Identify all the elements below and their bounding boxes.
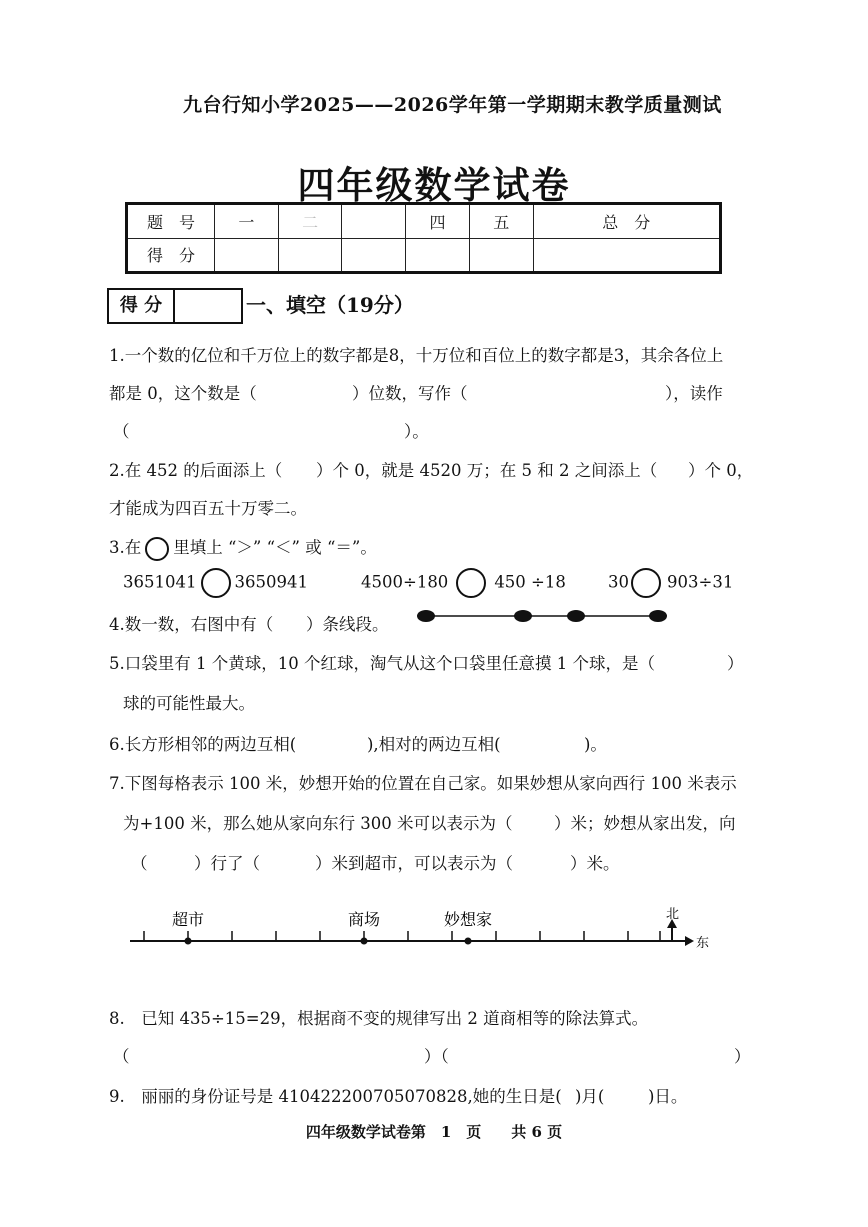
q8-middle: ）（ [424, 1047, 449, 1066]
compare-circle[interactable] [456, 568, 486, 598]
score-table [125, 202, 722, 274]
q3-prefix: 3.在 [109, 538, 142, 557]
segment-point [649, 610, 667, 622]
q3-instruction [109, 534, 377, 561]
score-input-cell[interactable] [215, 238, 279, 273]
q1-line2b: ）位数，写作（ [352, 384, 468, 403]
score-table-score-row [127, 238, 721, 273]
number-line-ticks [144, 931, 660, 941]
score-table-cell: 题 号 [127, 204, 215, 239]
page-footer: 四年级数学试卷第 1 页 共 6 页 [305, 1123, 563, 1141]
q3-item-left: 3651041 [123, 572, 197, 592]
q3-suffix: 里填上 “＞” “＜” 或 “＝”。 [173, 538, 377, 557]
supermarket-point [185, 938, 192, 945]
q7-line3c: ）米到超市，可以表示为（ [315, 854, 513, 873]
page-title: 四年级数学试卷 [297, 163, 571, 207]
q1-line3b: ）。 [404, 422, 429, 441]
q8-open: （ [113, 1047, 130, 1066]
score-table-cell: 四 [406, 204, 470, 239]
q2-line1a: 2.在 452 的后面添上（ [109, 461, 283, 480]
segment-point [514, 610, 532, 622]
q7-line3d: ）米。 [570, 854, 620, 873]
score-input-cell[interactable] [342, 238, 406, 273]
q1-line3a: （ [113, 422, 130, 441]
q9-text-b: )月( [575, 1087, 605, 1106]
label-home: 妙想家 [443, 910, 493, 929]
q8-line1: 8. 已知 435÷15=29，根据商不变的规律写出 2 道商相等的除法算式。 [109, 1009, 649, 1028]
q3-item-right: 903÷31 [667, 572, 734, 592]
q5-line2: 球的可能性最大。 [123, 694, 255, 713]
q6-text-a: 6.长方形相邻的两边互相( [109, 735, 297, 754]
label-east: 东 [696, 936, 710, 951]
score-input-cell[interactable] [278, 238, 342, 273]
segment-point [417, 610, 435, 622]
section-title: 一、填空（19分） [246, 293, 414, 317]
q3-item-left: 4500÷180 [361, 572, 449, 592]
segment-point [567, 610, 585, 622]
q1-line2a: 都是 0，这个数是（ [109, 384, 257, 403]
circle-blank-icon [145, 537, 169, 561]
section-score-label: 得 分 [109, 290, 175, 322]
q3-item-3 [608, 568, 733, 598]
q5-line1b: ） [727, 654, 744, 673]
score-table-cell: 五 [469, 204, 533, 239]
score-table-cell: 得 分 [127, 238, 215, 273]
q8-close: ） [734, 1047, 751, 1066]
score-table-cell: 三 [342, 204, 406, 239]
q2-line2: 才能成为四百五十万零二。 [109, 499, 307, 518]
score-table-cell: 总 分 [533, 204, 720, 239]
q2-line1c: ）个 0， [688, 461, 754, 480]
q5-line1a: 5.口袋里有 1 个黄球，10 个红球，淘气从这个口袋里任意摸 1 个球，是（ [109, 654, 655, 673]
q9-text-a: 9. 丽丽的身份证号是 410422200705070828,她的生日是( [109, 1087, 562, 1106]
q2-line1b: ）个 0，就是 4520 万；在 5 和 2 之间添上（ [316, 461, 658, 480]
q7-line2b: ）米；妙想从家出发，向 [554, 814, 736, 833]
q4-text-a: 4.数一数，右图中有（ [109, 615, 274, 634]
q1-line2c: ），读作 [665, 384, 723, 403]
q3-item-right: 450 ÷18 [494, 572, 566, 592]
label-mall: 商场 [347, 910, 381, 929]
number-line-diagram [120, 905, 720, 960]
q3-item-2 [361, 568, 566, 598]
q3-item-1 [123, 568, 308, 598]
q7-line1: 7.下图每格表示 100 米，妙想开始的位置在自己家。如果妙想从家向西行 100 米表示 [109, 774, 737, 793]
q9-text-c: )日。 [648, 1087, 688, 1106]
q6-text-b: ),相对的两边互相( [367, 735, 501, 754]
exam-header: 九台行知小学2025——2026学年第一学期期末教学质量测试 [183, 94, 722, 116]
label-north: 北 [666, 907, 680, 922]
score-input-cell[interactable] [533, 238, 720, 273]
compare-circle[interactable] [631, 568, 661, 598]
q7-line3b: ）行了（ [194, 854, 260, 873]
compare-circle[interactable] [201, 568, 231, 598]
mall-point [361, 938, 368, 945]
score-table-cell: 一 [215, 204, 279, 239]
home-point [465, 938, 472, 945]
q7-line3a: （ [131, 854, 148, 873]
q7-line2a: 为+100 米，那么她从家向东行 300 米可以表示为（ [123, 814, 513, 833]
q3-item-right: 3650941 [234, 572, 308, 592]
score-table-cell: 二 [278, 204, 342, 239]
q4-text-b: ）条线段。 [306, 615, 389, 634]
label-supermarket: 超市 [171, 910, 205, 929]
score-table-header-row [127, 204, 721, 239]
q3-item-left: 30 [608, 572, 629, 592]
q1-line1: 1.一个数的亿位和千万位上的数字都是8，十万位和百位上的数字都是3，其余各位上 [109, 346, 724, 365]
score-input-cell[interactable] [406, 238, 470, 273]
segment-diagram [412, 604, 672, 628]
q6-text-c: )。 [584, 735, 607, 754]
section-score-box [107, 288, 243, 324]
score-input-cell[interactable] [469, 238, 533, 273]
